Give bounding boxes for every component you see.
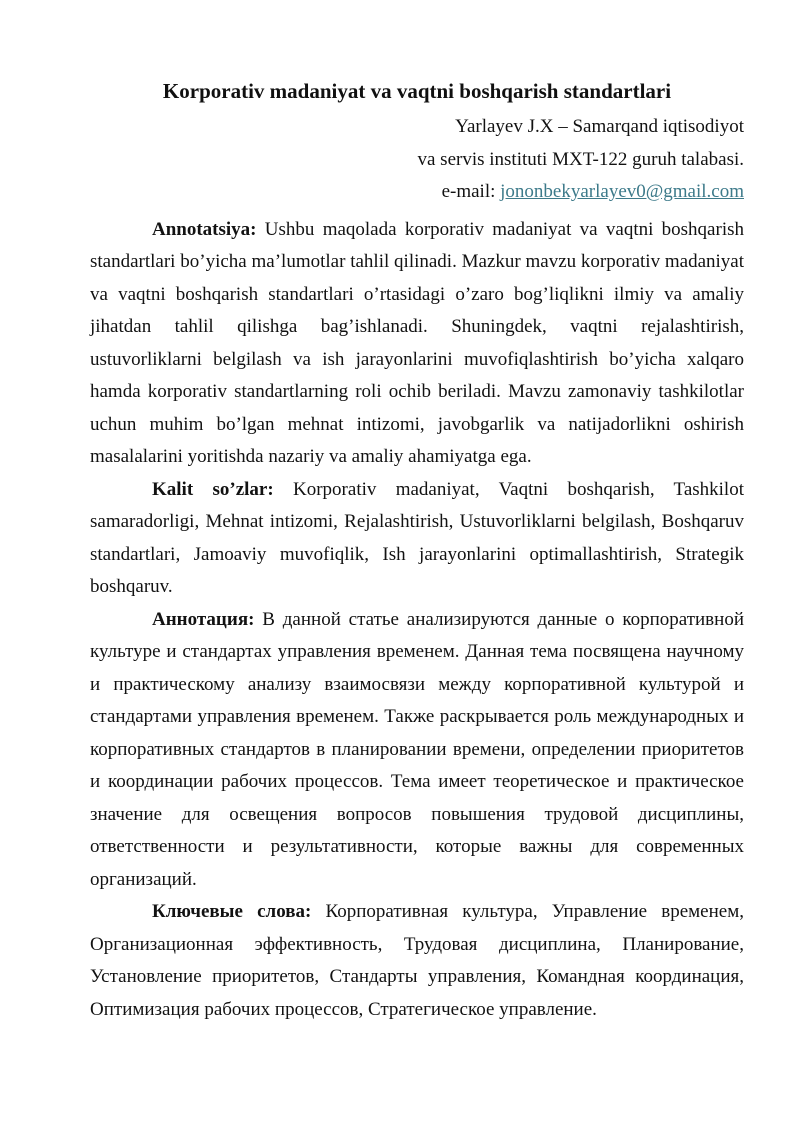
paragraph-lead: Kalit so’zlar:	[152, 478, 274, 500]
author-name-line: Yarlayev J.X – Samarqand iqtisodiyot	[455, 116, 744, 137]
article-body	[90, 214, 744, 1027]
paragraph-annotatsiya	[90, 214, 744, 474]
author-affiliation-line: va servis instituti MXT-122 guruh talabasi.	[417, 148, 744, 170]
paragraph-klyuchevye-slova	[90, 896, 744, 1026]
paragraph-lead: Аннотация:	[152, 608, 255, 630]
email-link[interactable]: jononbekyarlayev0@gmail.com	[500, 181, 744, 202]
paragraph-text: Korporativ madaniyat, Vaqtni boshqarish, Tashkilot samaradorligi, Mehnat intizomi, Rejalashtirish, Ustuvorliklarni belgilash, Boshqaruv standartlari, Jamoaviy muvofiqlik, Ish jarayonlarini optimallashtirish, Strategik boshqaruv.	[90, 478, 744, 597]
paragraph-text: В данной статье анализируются данные о корпоративной культуре и стандартах управления временем. Данная тема посвящена научному и практическому анализу взаимосвязи между корпоративной культурой и стандартами управления временем. Также раскрывается роль международных и корпоративных стандартов в планировании времени, определении приоритетов и координации рабочих процессов. Тема имеет теоретическое и практическое значение для освещения вопросов повышения трудовой дисциплины, ответственности и результативности, которые важны для современных организаций.	[90, 608, 744, 890]
paragraph-lead: Ключевые слова:	[152, 901, 312, 922]
paragraph-text: Ushbu maqolada korporativ madaniyat va vaqtni boshqarish standartlari bo’yicha ma’lumotlar tahlil qilinadi. Mazkur mavzu korporativ madaniyat va vaqtni boshqarish standartlari o’rtasidagi o’zaro bog’liqlikni ilmiy va amaliy jihatdan tahlil qilishga bag’ishlanadi. Shuningdek, vaqtni rejalashtirish, ustuvorliklarni belgilash va ish jarayonlarini muvofiqlashtirish bo’yicha xalqaro hamda korporativ standartlarning roli ochib beriladi. Mavzu zamonaviy tashkilotlar uchun muhim bo’lgan mehnat intizomi, javobgarlik va natijadorlikni oshirish masalalarini yoritishda nazariy va amaliy ahamiyatga ega.	[90, 218, 744, 467]
article-title: Korporativ madaniyat va vaqtni boshqarish standartlari	[162, 79, 672, 103]
email-line	[90, 176, 744, 209]
paragraph-annotaciya-ru	[90, 604, 744, 897]
paragraph-text: Корпоративная культура, Управление временем, Организационная эффективность, Трудовая дисциплина, Планирование, Установление приоритетов, Стандарты управления, Командная координация, Оптимизация рабочих процессов, Стратегическое управление.	[90, 901, 744, 1020]
paragraph-kalit-sozlar	[90, 474, 744, 604]
author-block	[90, 111, 744, 209]
paragraph-lead: Annotatsiya:	[152, 218, 257, 240]
email-label: e-mail:	[441, 181, 501, 202]
